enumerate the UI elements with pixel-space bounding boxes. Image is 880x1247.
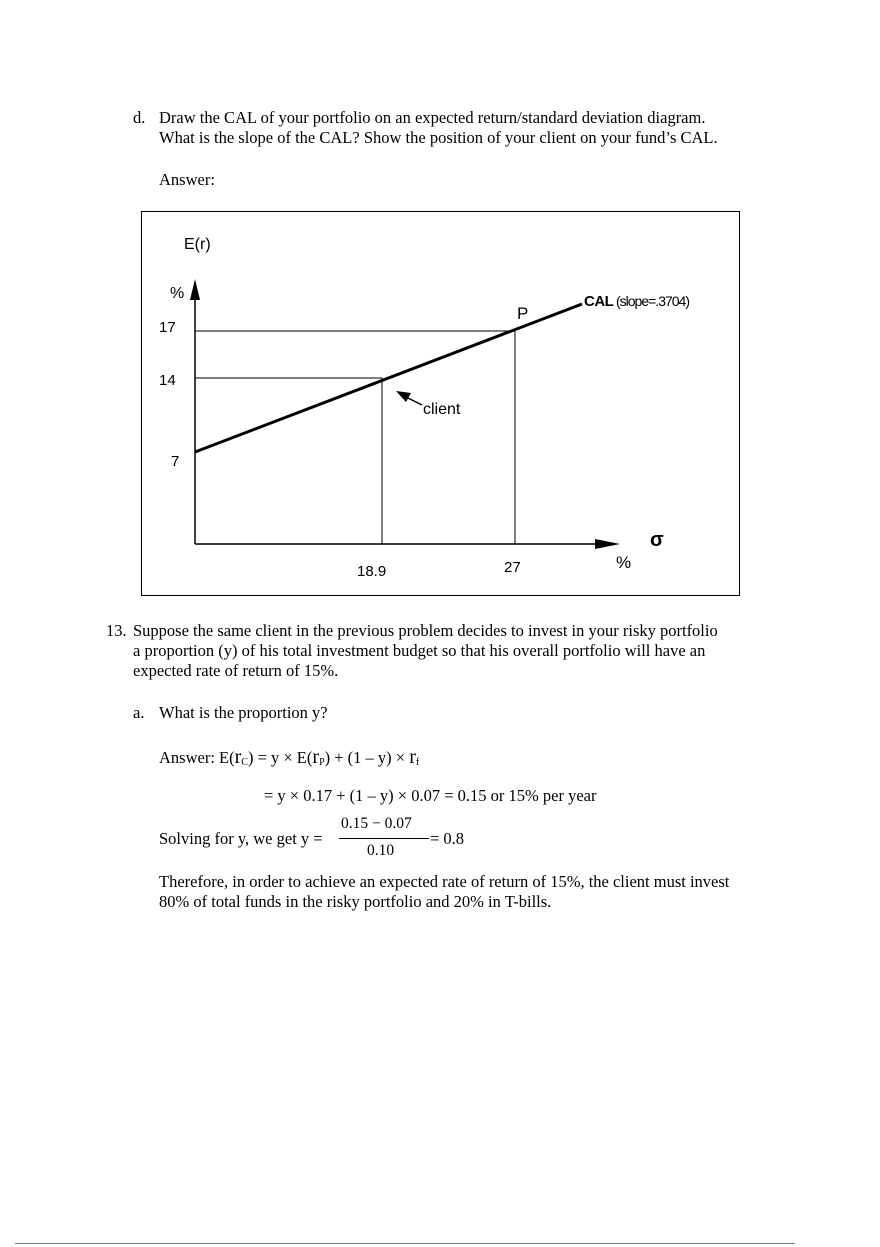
fraction-denominator: 0.10: [367, 842, 395, 859]
part-a-marker: a.: [133, 703, 145, 722]
equation-line-1: [159, 747, 419, 773]
q13-line-3: expected rate of return of 15%.: [133, 661, 339, 680]
y-axis-unit: %: [170, 285, 185, 302]
fraction-bar: [339, 838, 429, 839]
cal-chart-svg: [142, 212, 739, 595]
part-d-question-line-1: Draw the CAL of your portfolio on an expected return/standard deviation diagram.: [159, 108, 706, 127]
point-p-label: P: [517, 304, 529, 323]
fraction-numerator: 0.15 − 0.07: [341, 815, 412, 832]
y-axis-label: E(r): [184, 236, 211, 253]
cal-slope-label: (slope=.3704): [616, 293, 690, 309]
q13-line-2: a proportion (y) of his total investment budget so that his overall portfolio will have an: [133, 641, 706, 660]
part-d-marker: d.: [133, 108, 146, 127]
footer-rule: [15, 1243, 795, 1244]
part-a-question: What is the proportion y?: [159, 703, 328, 722]
part-d-answer-label: Answer:: [159, 170, 215, 189]
conclusion-line-2: 80% of total funds in the risky portfolio and 20% in T-bills.: [159, 892, 552, 911]
eq-sub-p: P: [319, 757, 325, 768]
y-axis-arrowhead: [190, 279, 200, 300]
y-tick-17: 17: [159, 319, 176, 336]
eq-part-1: ) = y × E(: [247, 748, 313, 767]
conclusion-line-1: Therefore, in order to achieve an expected rate of return of 15%, the client must invest: [159, 872, 730, 891]
y-tick-14: 14: [159, 372, 176, 389]
x-axis-unit: %: [616, 553, 632, 572]
eq-sub-c: C: [241, 757, 248, 768]
q13-line-1: Suppose the same client in the previous problem decides to invest in your risky portfolio: [133, 621, 718, 640]
eq-answer-prefix: Answer: E(: [159, 748, 235, 767]
eq-sub-f: f: [415, 757, 420, 768]
eq-r-p: r: [312, 746, 320, 768]
eq-r-c: r: [234, 746, 242, 768]
cal-label: CAL: [584, 293, 614, 310]
solving-text: Solving for y, we get y =: [159, 829, 323, 848]
y-tick-7: 7: [171, 453, 180, 470]
cal-diagram: [141, 211, 740, 596]
x-tick-27: 27: [504, 559, 521, 576]
part-d-question-line-2: What is the slope of the CAL? Show the position of your client on your fund’s CAL.: [159, 128, 718, 147]
fraction-result: = 0.8: [430, 829, 465, 848]
equation-line-2: = y × 0.17 + (1 – y) × 0.07 = 0.15 or 15% per year: [264, 786, 597, 805]
eq-r-f: r: [409, 746, 416, 768]
sigma-symbol: σ: [650, 529, 664, 551]
client-arrow-head: [396, 391, 411, 402]
client-label: client: [423, 401, 461, 418]
x-tick-18-9: 18.9: [357, 563, 387, 580]
q13-marker: 13.: [106, 621, 127, 640]
x-axis-arrowhead: [595, 539, 620, 549]
eq-part-2: ) + (1 – y) ×: [324, 748, 410, 767]
